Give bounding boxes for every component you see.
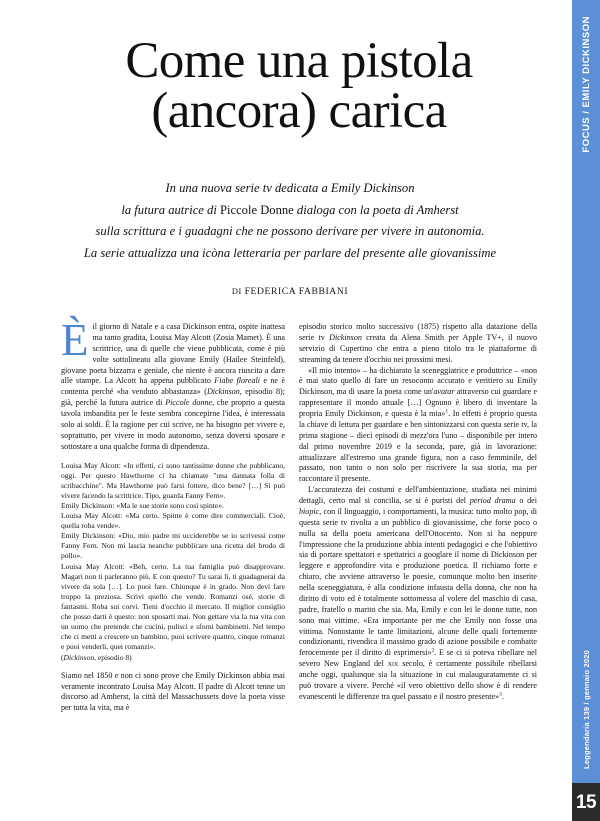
rp2-t1: «Il mio intento» – ha dichiarato la sceneggiatrice e produttrice – «non è mai stato quello di fare un resoconto accurato e veritiero su Emily Dickinson, ma di usare la poeta come un' (299, 365, 537, 397)
dialogue-line: Louisa May Alcott: «Beh, certo. La tua famiglia può disapprovare. Magari non ti parleranno più. E con questo? Tu sarai lì, ti guadagnerai da vivere da sola […]. Lo puoi fare. Chiunque è in grado. Non devi fare troppo la preziosa. Scrivi quello che vende. Romanzi osé, storie di fantasmi. Roba sui corvi. Tieni d'occhio il mercato. Il miglior consiglio che posso darti è questo: non sposarti mai. Non gettare via la tua vita con un uomo che pretende che cucini, pulisci e sforni bambinetti. Nel tempo che ci metti a crescere un bambino, puoi scrivere quattro, cinque romanzi e puoi venderli, quei romanzi». (61, 561, 285, 652)
lp1-title-dickinson: Dickinson (206, 387, 240, 397)
standfirst-book-title: Piccole Donne (219, 202, 294, 217)
headline-line-1: Come una pistola (125, 33, 473, 89)
headline-line-2: (ancora) carica (151, 83, 447, 140)
right-paragraph-1 (299, 322, 537, 366)
footnote-ref-2: 2 (431, 647, 435, 654)
right-paragraph-3 (299, 485, 537, 703)
lp1-title-piccole-donne: Piccole donne (165, 398, 213, 408)
dialogue-line: Emily Dickinson: «Ma le sue storie sono così spinte». (61, 500, 224, 510)
standfirst-line-2a: la futura autrice di (121, 202, 220, 217)
standfirst-line-4: La serie attualizza una icòna letteraria per parlare del presente alle giovanissime (83, 245, 497, 260)
body-column-left (61, 315, 285, 714)
standfirst (40, 178, 540, 265)
dialogue-line: Louisa May Alcott: «Ma certo. Spinte è come dire commerciali. Cioè, quella roba vende». (61, 511, 285, 531)
section-label (572, 16, 600, 316)
left-paragraph-1 (61, 315, 285, 453)
rp1-t1: episodio storico molto successivo (1875) rispetto alla datazione della serie tv (299, 322, 537, 342)
lp1-t1: il giorno di Natale e a casa Dickinson entra, ospite inattesa ma tanto gradita, Louisa May Alcott (Zosia Mamet). È una scrittrice, una di quelle che viene pubblicata, come è più volte sottolineato alla giovane Emily (Hailee Steinfeld), giovane poeta bizzarra e geniale, che niente è ancora riuscita a dare alle stampe. La Alcott ha appena pubblicato (61, 322, 285, 386)
page-title (60, 33, 538, 140)
dialogue-source-open: ( (61, 652, 64, 662)
footnote-ref-1: 1 (445, 408, 449, 415)
dialogue-source (61, 653, 285, 663)
dialogue-source-title: Dickinson (63, 652, 95, 662)
byline-author: FEDERICA FABBIANI (244, 286, 349, 297)
rp1-title-dickinson: Dickinson (329, 332, 362, 342)
rp3-t3: , con il linguaggio, i comportamenti, la musica: tutto molto pop, di questa serie tv rivolta a un pubblico di giovanissime, che forse poco o nulla sa della poeta americana dell'Ottocento. Non si ha neppure l'impressione che la produzione abbia intenti pedagogici e che l'obiettivo sia di portare spettatori e spettatrici a googlare il nome di Dickinson per leggere e approfondire vita e produzione poetica. Il richiamo forte e chiaro, che avviene attraverso le poesie, comunque molto ben inserite nella sceneggiatura, è alla condizione infausta della donna, che non ha diritto di voto ed è totalmente sottomessa al volere del maschio di casa, padre, fratello o marito che sia. Ma, Emily e con lei le donne tutte, non sono mai vittime. «Era importante per me che Emily non fosse una vittima. Nonostante le tante limitazioni, alcune delle quali fortemente condizionanti, rivendica il massimo grado di azione possibile e combatte ferocemente per il diritto di esprimersi» (299, 506, 537, 658)
lp1-t4: , che proprio a questa tavola imbandita per le feste sembra concepirne l'idea, è interessata solo ai soldi. È la ragione per cui scrive, ne ha bisogno per vivere e, soprattutto, per vivere in modo autonomo, senza doversi sposare e sottostare a una qualche forma di dipendenza. (61, 398, 285, 451)
footnote-ref-3: 3 (499, 691, 502, 698)
rp3-t5: secolo, è certamente possibile ribellarsi anche oggi, qualunque sia la situazione in cui malauguratamente ci si può trovare a vivere. Perché «il vero obiettivo dello show è di rendere evanescenti le differenze tra quel passato e il nostro presente» (299, 659, 537, 701)
rp2-t3: . In effetti è proprio questa la chiave di lettura per guardare e ben sintonizzarsi con questa serie tv, la prima stagione – dieci episodi di mezz'ora l'uno – disponibile per intero dal primo novembre 2019 e la seconda, pare, già in lavorazione: attualizzare all'estremo una grande figura, non a caso femminile, del passato, non tanto o non solo per riscrivere la sua storia, ma per raccontare il presente. (299, 409, 537, 484)
rp3-t1: L'accuratezza dei costumi e dell'ambientazione, studiata nei minimi dettagli, certo mal si concilia, se si è puristi del (299, 485, 537, 505)
rp2-t2: attraverso cui guardare e rappresentare il mondo attuale […] Ognuno è libero di inventare la propria Emily Dickinson, e questa è la mia» (299, 387, 537, 418)
section-label-text: FOCUS / EMILY DICKINSON (580, 16, 592, 153)
page-number-text: 15 (575, 791, 597, 813)
dialogue-block (61, 461, 285, 663)
standfirst-line-1: In una nuova serie tv dedicata a Emily Dickinson (165, 181, 415, 195)
body-column-right (299, 322, 537, 703)
dialogue-line: Louisa May Alcott: «In effetti, ci sono tantissime donne che pubblicano, oggi. Per questo Hawthorne ci ha chiamate "una dannata folla di scribacchine". Ma Hawthorne può farsi fottere, dico bene? […] Si può vivere facendo la scrittrice. Tipo, guarda Fanny Fern». (61, 460, 285, 500)
dialogue-line: Emily Dickinson: «Dio, mio padre mi ucciderebbe se io scrivessi come Fanny Fern. Non mi lascia neanche pubblicare una ricetta del brodo di pollo». (61, 531, 285, 561)
byline (40, 286, 540, 297)
rp3-term-biopic: biopic (299, 506, 320, 516)
rp3-term-period-drama: period drama (469, 496, 516, 505)
rp2-word-avatar: avatar (433, 387, 455, 397)
lp1-t2: e ne è contenta perché «ha venduto abbastanza» ( (61, 376, 285, 397)
rp1-t2: creata da Alena Smith per Apple TV+, il nuovo servizio di Cupertino che entra a pieno titolo tra le piattaforme di streaming da tenere d'occhio nei prossimi mesi. (299, 332, 538, 364)
issue-label-text: Leggendaria 139 / gennaio 2020 (581, 650, 591, 769)
rp3-century-numeral: xix (387, 659, 399, 669)
byline-prefix: DI (231, 287, 245, 296)
lp1-title-fiabe: Fiabe floreali (214, 376, 261, 386)
rp3-t6: . (501, 691, 504, 701)
right-paragraph-2 (299, 366, 537, 486)
standfirst-line-3: sulla scrittura e i guadagni che ne possono derivare per vivere in autonomia. (95, 224, 485, 239)
dialogue-source-rest: , episodio 8) (94, 652, 132, 662)
issue-label (572, 650, 600, 769)
standfirst-line-2b: dialoga con la poeta di Amherst (293, 202, 459, 217)
page-number-badge (572, 783, 600, 821)
lp1-t3: , episodio 8); già, perché la futura autrice di (61, 387, 285, 408)
drop-cap: È (61, 315, 89, 365)
rp3-t4: . E se ci si poteva ribellare nel severo New England del (299, 648, 537, 669)
left-paragraph-2: Siamo nel 1850 e non ci sono prove che Emily Dickinson abbia mai veramente incontrato Louisa May Alcott. Il padre di Alcott tenne un discorso ad Amherst, la città del Massachussets dove la poeta visse per tutta la vita, ma è (61, 670, 285, 713)
rp3-t2: o dei (515, 496, 537, 505)
side-rail (572, 0, 600, 821)
